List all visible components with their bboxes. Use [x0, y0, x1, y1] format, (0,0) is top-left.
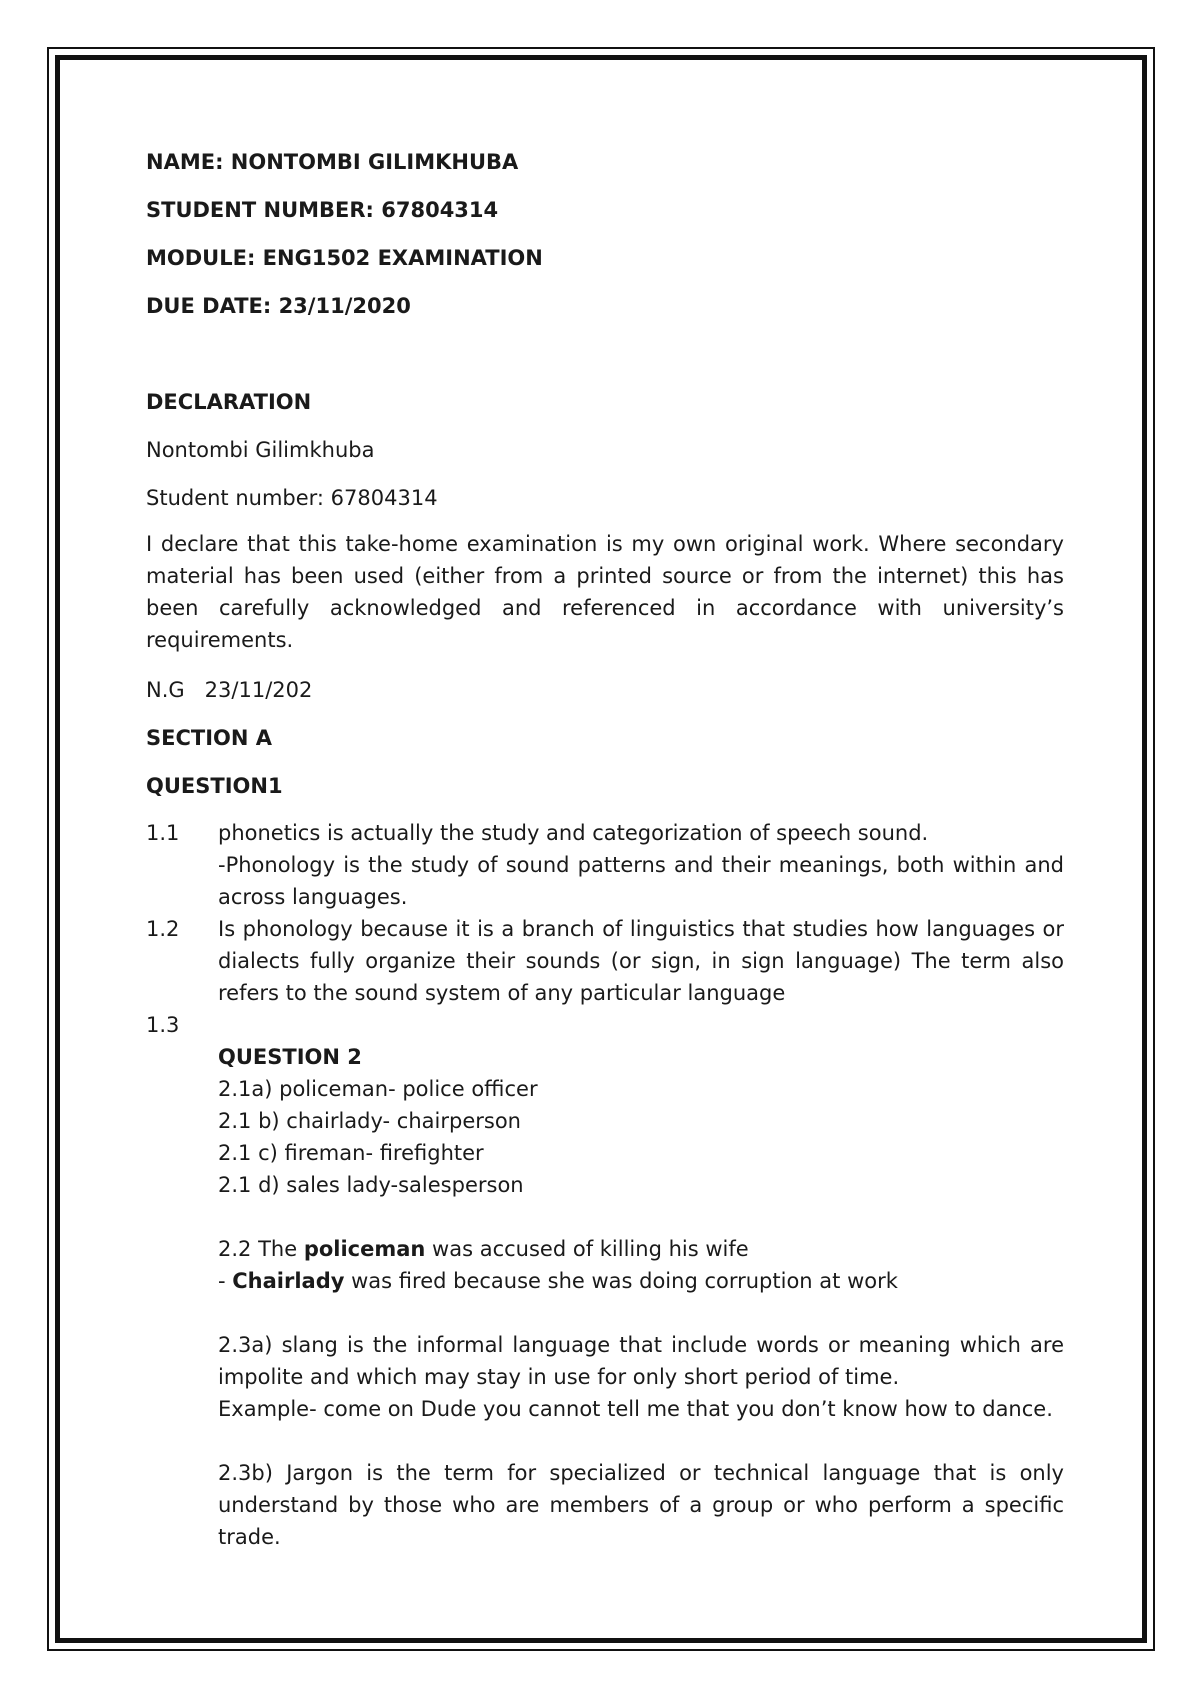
- header-due-date: DUE DATE: 23/11/2020: [146, 294, 411, 318]
- answer-2-2-rest2: was fired because she was doing corruption at work: [344, 1269, 898, 1293]
- declaration-heading: DECLARATION: [146, 390, 312, 414]
- answer-2-2-word-chairlady: Chairlady: [232, 1269, 345, 1293]
- answer-2-1a: 2.1a) policeman- police officer: [218, 1077, 538, 1101]
- answer-2-2-rest1: was accused of killing his wife: [425, 1237, 749, 1261]
- question2-heading: QUESTION 2: [218, 1045, 362, 1069]
- answer-2-3a: 2.3a) slang is the informal language that include words or meaning which are impolite and which may stay in use for only short period of time.: [218, 1333, 1064, 1389]
- answer-2-1c: 2.1 c) fireman- firefighter: [218, 1141, 484, 1165]
- question-number-1-3: 1.3: [146, 1013, 180, 1037]
- header-name: NAME: NONTOMBI GILIMKHUBA: [146, 150, 519, 174]
- answer-2-2-line1: [218, 1233, 1064, 1265]
- answer-1-1-phonetics: phonetics is actually the study and categorization of speech sound.: [218, 821, 929, 845]
- header-module: MODULE: ENG1502 EXAMINATION: [146, 246, 543, 270]
- answer-1-1: [218, 817, 1064, 913]
- question-number-1-1: 1.1: [146, 821, 180, 845]
- answer-2-1b: 2.1 b) chairlady- chairperson: [218, 1109, 521, 1133]
- declaration-signature: N.G 23/11/202: [146, 678, 313, 702]
- answer-2-2-prefix: 2.2 The: [218, 1237, 304, 1261]
- answer-2-2-word-policeman: policeman: [303, 1237, 426, 1261]
- question1-heading: QUESTION1: [146, 774, 283, 798]
- answer-2-3b: 2.3b) Jargon is the term for specialized or technical language that is only understand by those who are members of a group or who perform a specific trade.: [218, 1461, 1064, 1549]
- answer-1-2: Is phonology because it is a branch of linguistics that studies how languages or dialects fully organize their sounds (or sign, in sign language) The term also refers to the sound system of any particular language: [218, 917, 1064, 1005]
- section-a-heading: SECTION A: [146, 726, 273, 750]
- answer-1-1-phonology: -Phonology is the study of sound patterns and their meanings, both within and across languages.: [218, 853, 1064, 909]
- answer-2-3a-example: Example- come on Dude you cannot tell me that you don’t know how to dance.: [218, 1397, 1053, 1421]
- declaration-student-number: Student number: 67804314: [146, 486, 438, 510]
- answer-2-1d: 2.1 d) sales lady-salesperson: [218, 1173, 524, 1197]
- answer-2-2-line2: [218, 1265, 1064, 1297]
- declaration-name: Nontombi Gilimkhuba: [146, 438, 375, 462]
- question2-block: [218, 1041, 1064, 1553]
- header-student-number: STUDENT NUMBER: 67804314: [146, 198, 499, 222]
- answer-2-2-dash: -: [218, 1269, 233, 1293]
- question-number-1-2: 1.2: [146, 917, 180, 941]
- declaration-statement: I declare that this take-home examination is my own original work. Where secondary material has been used (either from a printed source or from the internet) this has been carefully acknowledged and referenced in accordance with university’s requirements.: [146, 532, 1064, 652]
